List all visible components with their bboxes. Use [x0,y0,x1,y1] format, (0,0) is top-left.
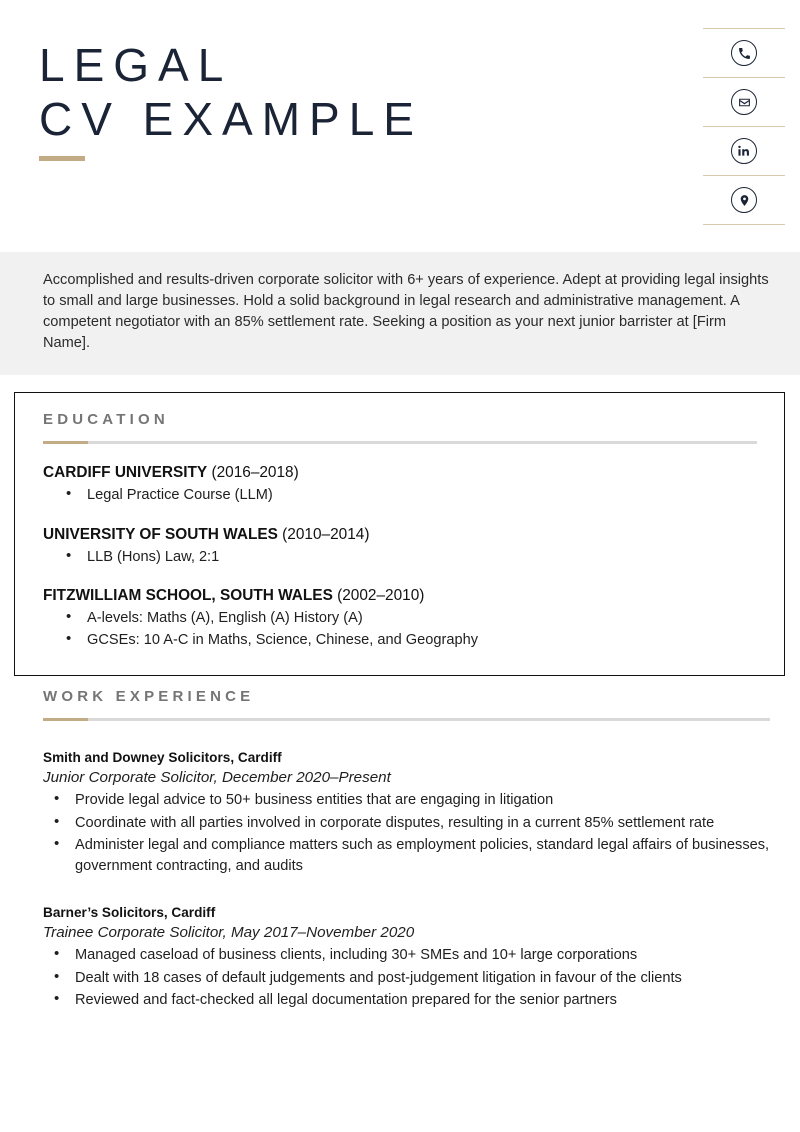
education-org-dates: (2010–2014) [282,525,370,543]
list-item: • Managed caseload of business clients, including 30+ SMEs and 10+ large corporations [75,945,770,966]
education-org-name: FITZWILLIAM SCHOOL, SOUTH WALES [43,587,333,604]
job-entry [43,903,770,1011]
list-item: • Reviewed and fact-checked all legal documentation prepared for the senior partners [75,990,770,1011]
title-accent-bar [39,156,85,161]
education-entry [43,525,757,568]
education-org-name: CARDIFF UNIVERSITY [43,464,208,481]
education-entry-header [43,463,757,483]
work-experience-heading: WORK EXPERIENCE [43,688,255,705]
work-experience-section [43,688,770,1011]
education-heading: EDUCATION [43,411,169,428]
job-entry [43,748,770,876]
education-org-dates: (2002–2010) [337,587,425,604]
job-bullet-list [43,790,770,876]
education-org-name: UNIVERSITY OF SOUTH WALES [43,525,278,543]
cv-header [0,0,800,252]
work-experience-divider [43,718,770,721]
list-item: • Provide legal advice to 50+ business entities that are engaging in litigation [75,790,770,811]
email-icon[interactable] [731,89,757,115]
education-entry [43,463,757,506]
list-item: • Legal Practice Course (LLM) [87,485,757,506]
summary-text: Accomplished and results-driven corporate solicitor with 6+ years of experience. Adept at providing legal insights to small and large businesses. Hold a solid background in legal research and administrative management. A competent negotiator with an 85% settlement rate. Seeking a position as your next junior barrister at [Firm Name]. [43,272,769,351]
contact-divider [703,175,785,176]
education-bullet-list [43,485,757,506]
education-bullet-list [43,608,757,650]
education-entry [43,586,757,650]
list-item: • GCSEs: 10 A-C in Maths, Science, Chinese, and Geography [87,630,757,651]
job-title: Junior Corporate Solicitor, December 2020–Present [43,769,391,786]
contact-icon-column [703,28,785,225]
contact-divider [703,28,785,29]
summary-band [0,252,800,375]
education-org-dates: (2016–2018) [211,464,299,481]
job-title: Trainee Corporate Solicitor, May 2017–November 2020 [43,924,415,941]
title-line-2: CV EXAMPLE [39,93,423,145]
list-item: • Administer legal and compliance matters such as employment policies, standard legal affairs of businesses, government contracting, and audits [75,835,770,876]
contact-divider [703,77,785,78]
job-company: Smith and Downey Solicitors, Cardiff [43,750,282,765]
contact-divider [703,126,785,127]
education-divider [43,441,757,444]
education-bullet-list [43,547,757,568]
linkedin-icon[interactable] [731,138,757,164]
phone-icon[interactable] [731,40,757,66]
title-line-1: LEGAL [39,39,233,91]
location-icon[interactable] [731,187,757,213]
contact-divider [703,224,785,225]
list-item: • Dealt with 18 cases of default judgements and post-judgement litigation in favour of the clients [75,968,770,989]
education-section [14,392,785,676]
list-item: • A-levels: Maths (A), English (A) History (A) [87,608,757,629]
job-bullet-list [43,945,770,1011]
list-item: • Coordinate with all parties involved in corporate disputes, resulting in a current 85% settlement rate [75,813,770,834]
education-entry-header [43,525,757,545]
list-item: • LLB (Hons) Law, 2:1 [87,547,757,568]
job-company: Barner’s Solicitors, Cardiff [43,905,216,920]
education-entry-header [43,586,757,606]
page-title [39,38,423,161]
